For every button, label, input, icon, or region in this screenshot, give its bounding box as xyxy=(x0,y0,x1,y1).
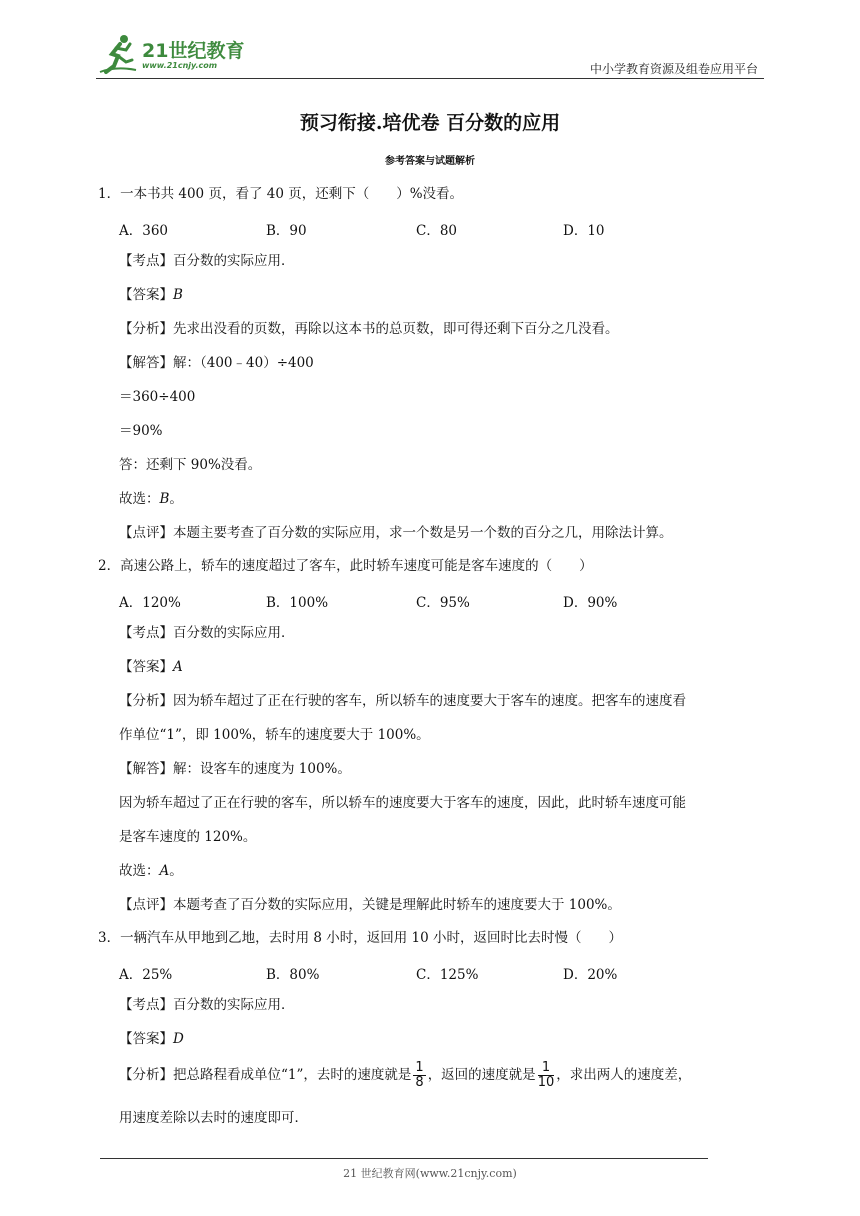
q2-fenxi-line2: 作单位“1”，即 100%，轿车的速度要大于 100%。 xyxy=(119,727,430,743)
answer-label: 【答案】 xyxy=(119,659,173,675)
q3-option-a: A．25% xyxy=(119,967,173,983)
q3-fenxi-part-b: ，返回的速度就是 xyxy=(427,1067,536,1083)
choose-suffix: 。 xyxy=(169,863,183,879)
q1-step1: ＝360÷400 xyxy=(119,389,196,405)
q1-answer xyxy=(119,285,183,305)
platform-name: 中小学教育资源及组卷应用平台 xyxy=(589,62,758,76)
q1-stem: 1．一本书共 400 页，看了 40 页，还剩下（ ）%没看。 xyxy=(98,186,464,202)
answer-value: A xyxy=(173,659,183,675)
q3-fenxi-part-c: ，求出两人的速度差， xyxy=(556,1067,692,1083)
q1-step3: 答：还剩下 90%没看。 xyxy=(119,457,262,473)
q3-option-c: C．125% xyxy=(416,967,479,983)
q3-answer xyxy=(119,1029,184,1049)
fraction-denominator: 10 xyxy=(537,1075,555,1090)
answer-label: 【答案】 xyxy=(119,287,173,303)
choose-value: B xyxy=(159,491,170,507)
q2-stem: 2．高速公路上，轿车的速度超过了客车，此时轿车速度可能是客车速度的（ ） xyxy=(98,558,593,574)
fraction-one-tenth xyxy=(538,1061,555,1090)
fraction-numerator: 1 xyxy=(415,1060,424,1075)
q1-kaodian: 【考点】百分数的实际应用． xyxy=(119,253,295,269)
footer-divider xyxy=(100,1158,708,1159)
q2-option-c: C．95% xyxy=(416,595,470,611)
q3-fenxi-line2: 用速度差除以去时的速度即可． xyxy=(119,1110,308,1126)
q1-option-c: C．80 xyxy=(416,223,458,239)
logo xyxy=(96,32,266,76)
answer-value: B xyxy=(173,287,183,303)
page-title: 预习衔接.培优卷 百分数的应用 xyxy=(299,112,561,134)
q1-jieda: 【解答】解：（400﹣40）÷400 xyxy=(119,355,314,371)
logo-text: 21世纪教育 xyxy=(142,40,245,62)
q3-fenxi-line1 xyxy=(119,1058,691,1092)
q2-fenxi-line1: 【分析】因为轿车超过了正在行驶的客车，所以轿车的速度要大于客车的速度。把客车的速度看 xyxy=(119,693,686,709)
q2-option-b: B．100% xyxy=(266,595,329,611)
choose-suffix: 。 xyxy=(169,491,183,507)
answer-value: D xyxy=(173,1031,184,1047)
page-footer: 21 世纪教育网(www.21cnjy.com) xyxy=(343,1167,517,1180)
q1-choose xyxy=(119,489,183,509)
answer-label: 【答案】 xyxy=(119,1031,173,1047)
page-header xyxy=(96,30,764,79)
q2-dianping: 【点评】本题考查了百分数的实际应用，关键是理解此时轿车的速度要大于 100%。 xyxy=(119,897,621,913)
q1-dianping: 【点评】本题主要考查了百分数的实际应用，求一个数是另一个数的百分之几，用除法计算。 xyxy=(119,525,673,541)
q2-answer xyxy=(119,657,183,677)
fraction-numerator: 1 xyxy=(538,1061,555,1076)
q1-option-d: D．10 xyxy=(563,223,605,239)
q2-jieda: 【解答】解：设客车的速度为 100%。 xyxy=(119,761,351,777)
q1-step2: ＝90% xyxy=(119,423,163,439)
q2-option-a: A．120% xyxy=(119,595,181,611)
fraction-denominator: 8 xyxy=(415,1075,424,1090)
page-subtitle: 参考答案与试题解析 xyxy=(385,156,475,167)
q3-option-b: B．80% xyxy=(266,967,320,983)
runner-logo-icon xyxy=(96,32,140,76)
q3-fenxi-part-a: 【分析】把总路程看成单位“1”，去时的速度就是 xyxy=(119,1067,412,1083)
choose-label: 故选： xyxy=(119,491,160,507)
q3-kaodian: 【考点】百分数的实际应用． xyxy=(119,997,295,1013)
q2-kaodian: 【考点】百分数的实际应用． xyxy=(119,625,295,641)
choose-label: 故选： xyxy=(119,863,160,879)
q3-option-d: D．20% xyxy=(563,967,618,983)
q2-step1: 因为轿车超过了正在行驶的客车，所以轿车的速度要大于客车的速度，因此，此时轿车速度可能 xyxy=(119,795,686,811)
choose-value: A xyxy=(159,863,170,879)
q1-option-b: B．90 xyxy=(266,223,307,239)
q3-stem: 3．一辆汽车从甲地到乙地，去时用 8 小时，返回用 10 小时，返回时比去时慢（ ） xyxy=(98,930,623,946)
q1-fenxi: 【分析】先求出没看的页数，再除以这本书的总页数，即可得还剩下百分之几没看。 xyxy=(119,321,619,337)
q2-option-d: D．90% xyxy=(563,595,618,611)
logo-url: www.21cnjy.com xyxy=(142,61,218,70)
q2-choose xyxy=(119,861,183,881)
fraction-one-eighth xyxy=(413,1061,425,1090)
q2-step2: 是客车速度的 120%。 xyxy=(119,829,257,845)
q1-option-a: A．360 xyxy=(119,223,169,239)
